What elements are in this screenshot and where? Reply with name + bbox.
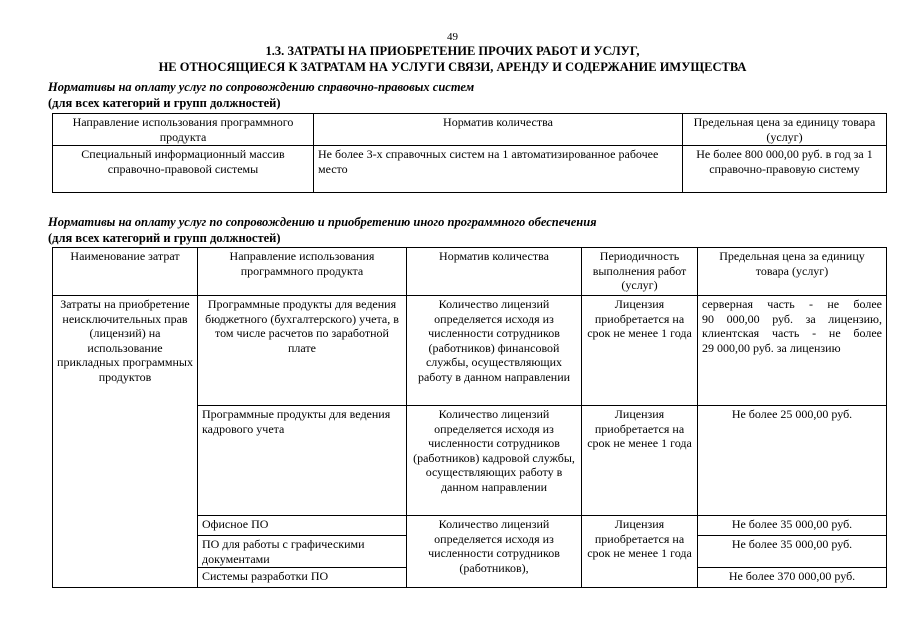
section1-subheading: (для всех категорий и групп должностей) [48, 96, 281, 110]
cell-period: Лицензия приобретается на срок не менее 1 года [582, 406, 698, 516]
cell-direction: Системы разработки ПО [198, 568, 407, 588]
spr-systems-table [52, 113, 887, 193]
cell-period: Лицензия приобретается на срок не менее 1 года [582, 296, 698, 406]
cell-price [698, 296, 887, 406]
cell-price: Не более 35 000,00 руб. [698, 516, 887, 536]
section1-heading: Нормативы на оплату услуг по сопровождению справочно-правовых систем [48, 80, 475, 94]
header-price: Предельная цена за единицу товара (услуг) [698, 248, 887, 296]
cell-direction: Программные продукты для ведения кадрового учета [198, 406, 407, 516]
cell-direction: ПО для работы с графическими документами [198, 536, 407, 568]
section2-subheading: (для всех категорий и групп должностей) [48, 231, 281, 245]
title-line-1: 1.3. ЗАТРАТЫ НА ПРИОБРЕТЕНИЕ ПРОЧИХ РАБОТ И УСЛУГ, [265, 44, 640, 58]
cell-price: Не более 25 000,00 руб. [698, 406, 887, 516]
table-row [53, 146, 887, 193]
table-header-row [53, 114, 887, 146]
table-header-row [53, 248, 887, 296]
cell-direction: Специальный информационный массив справочно-правовой системы [53, 146, 314, 193]
header-direction: Направление использования программного продукта [198, 248, 407, 296]
page-title [0, 43, 905, 75]
header-price: Предельная цена за единицу товара (услуг) [683, 114, 887, 146]
table-row [53, 296, 887, 406]
header-period: Периодичность выполнения работ (услуг) [582, 248, 698, 296]
cell-direction: Офисное ПО [198, 516, 407, 536]
cell-norm: Количество лицензий определяется исходя из численности сотрудников (работников), [407, 516, 582, 588]
section2-heading: Нормативы на оплату услуг по сопровождению и приобретению иного программного обеспечения [48, 215, 597, 229]
header-norm: Норматив количества [407, 248, 582, 296]
price-line: серверная часть - не более [702, 297, 882, 311]
cell-cost-name: Затраты на приобретение неисключительных прав (лицензий) на использование прикладных программных продуктов [53, 296, 198, 588]
title-line-2: НЕ ОТНОСЯЩИЕСЯ К ЗАТРАТАМ НА УСЛУГИ СВЯЗИ, АРЕНДУ И СОДЕРЖАНИЕ ИМУЩЕСТВА [158, 60, 747, 74]
cell-price: Не более 800 000,00 руб. в год за 1 справочно-правовую систему [683, 146, 887, 193]
page-number: 49 [447, 31, 458, 43]
price-line: клиентская часть - не более [702, 326, 882, 341]
software-table [52, 247, 887, 588]
cell-direction: Программные продукты для ведения бюджетного (бухгалтерского) учета, в том числе расчетов по заработной плате [198, 296, 407, 406]
cell-price: Не более 35 000,00 руб. [698, 536, 887, 568]
header-norm: Норматив количества [314, 114, 683, 146]
cell-norm: Количество лицензий определяется исходя из численности сотрудников (работников) кадровой службы, осуществляющих работу в данном направлении [407, 406, 582, 516]
cell-price: Не более 370 000,00 руб. [698, 568, 887, 588]
cell-norm: Не более 3-х справочных систем на 1 автоматизированное рабочее место [314, 146, 683, 193]
header-direction: Направление использования программного продукта [53, 114, 314, 146]
cell-period: Лицензия приобретается на срок не менее 1 года [582, 516, 698, 588]
header-cost-name: Наименование затрат [53, 248, 198, 296]
cell-norm: Количество лицензий определяется исходя из численности сотрудников (работников) финансовой службы, осуществляющих работу в данном направлении [407, 296, 582, 406]
price-line: 90 000,00 руб. за лицензию, [702, 311, 882, 326]
price-line: 29 000,00 руб. за лицензию [702, 340, 841, 355]
